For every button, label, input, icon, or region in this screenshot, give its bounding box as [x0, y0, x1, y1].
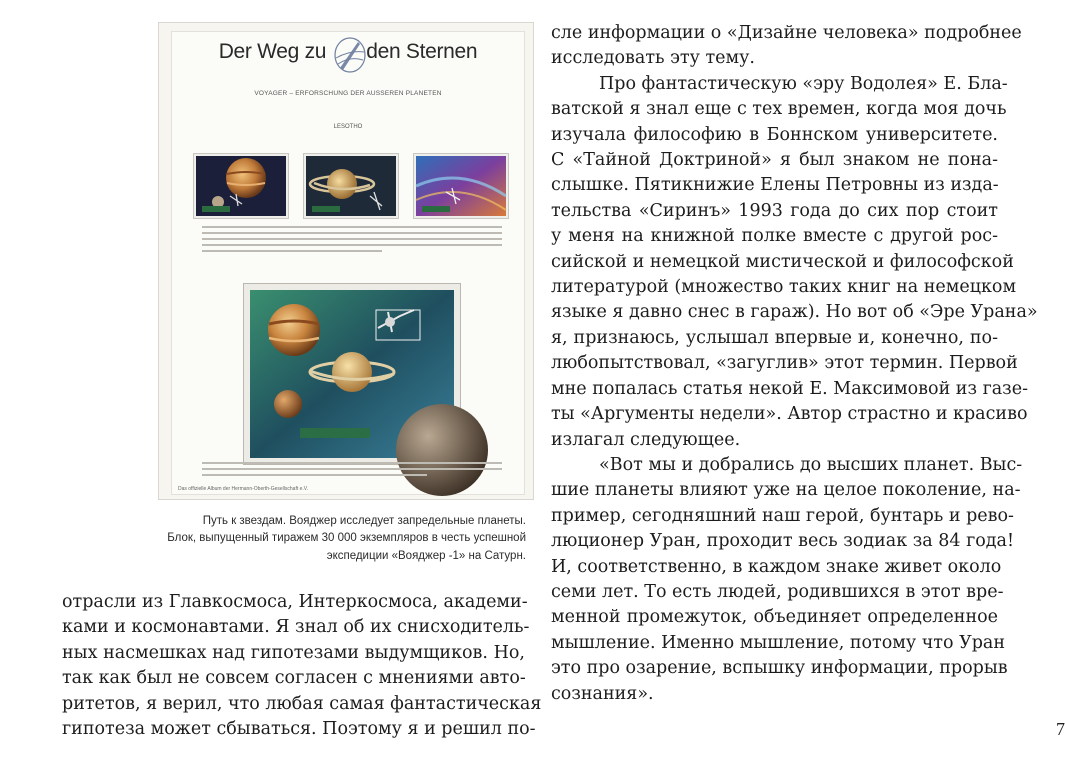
stamp-voyager-uranus [414, 154, 508, 218]
stamp-jupiter-art [196, 156, 286, 216]
text-line: тельства «Сиринъ» 1993 года до сих пор стоит [551, 200, 998, 221]
text-line: это про озарение, вспышку информации, прорыв [551, 658, 1008, 679]
text-line: ватской я знал еще с тех времен, когда моя дочь [551, 99, 1007, 120]
text-line: гипотеза может сбываться. Поэтому я и решил по- [62, 719, 536, 740]
album-page [171, 31, 525, 495]
text-line: мышление. Именно мышление, потому что Уран [551, 632, 1006, 653]
text-line: шие планеты влияют уже на целое поколение, на- [551, 480, 1021, 501]
stamp-jupiter [194, 154, 288, 218]
paragraph-start-line: «Вот мы и добрались до высших планет. Выс- [599, 454, 1023, 475]
album-footer: Das offizielle Album der Hermann-Oberth-Gesellschaft e.V. [178, 486, 309, 492]
page-number: 7 [1056, 719, 1065, 739]
text-line: сознания». [551, 683, 654, 704]
album-title-right: den Sternen [366, 40, 478, 63]
text-line: сийской и немецкой мистической и философской [551, 251, 1014, 272]
text-line: исследовать эту тему. [551, 48, 755, 69]
text-line: ты «Аргументы недели». Автор страстно и красиво [551, 404, 1028, 425]
caption-line: Блок, выпущенный тиражем 30 000 экземпляров в честь успешной [167, 532, 526, 545]
text-line: мне попалась статья некой Е. Максимовой из газе- [551, 378, 1028, 399]
text-line: люционер Уран, проходит весь зодиак за 84 года! [551, 531, 1015, 552]
figure-caption [100, 513, 526, 565]
rocket-logo-icon [330, 34, 370, 76]
text-line: так как был не совсем согласен с мнениями авто- [62, 668, 526, 689]
right-text-column [551, 21, 1038, 707]
album-fine-print-bottom [202, 458, 502, 484]
text-line: излагал следующее. [551, 429, 741, 450]
text-line: отрасли из Главкосмоса, Интеркосмоса, академи- [62, 592, 528, 612]
text-line: изучала философию в Боннском университете. [551, 124, 998, 145]
stamp-album-figure [158, 22, 534, 500]
caption-line: Путь к звездам. Вояджер исследует запредельные планеты. [202, 515, 526, 527]
text-line: С «Тайной Доктриной» я был знаком не пона- [551, 150, 998, 171]
caption-line: экспедиции «Вояджер -1» на Сатурн. [326, 549, 526, 562]
text-line: менной промежуток, объединяет определенное [551, 607, 998, 628]
stamp-voyager-art [416, 156, 506, 216]
text-line: языке я давно снес в гараж). Но вот об «Эре Урана» [551, 302, 1038, 323]
stamp-saturn [304, 154, 398, 218]
album-country: LESOTHO [333, 124, 363, 130]
text-line: ками и космонавтами. Я знал об их снисходитель- [62, 617, 530, 638]
text-line: ных насмешках над гипотезами выдумщиков. Но, [62, 642, 525, 663]
album-title-left: Der Weg zu [218, 40, 327, 63]
text-line: любопытствовал, «загуглив» этот термин. Первой [551, 353, 1018, 374]
text-line: я, признаюсь, услышал впервые и, конечно, по- [551, 327, 998, 348]
block-sheet-art [250, 290, 454, 458]
text-line: сле информации о «Дизайне человека» подробнее [551, 23, 1022, 43]
text-line: ритетов, я верил, что любая самая фантастическая [62, 693, 542, 714]
souvenir-block-sheet [244, 284, 460, 464]
text-line: слышке. Пятикнижие Елены Петровны из изда- [551, 175, 999, 196]
text-line: пример, сегодняшний наш герой, бунтарь и рево- [551, 505, 1014, 526]
paragraph-start-line: Про фантастическую «эру Водолея» Е. Бла- [599, 73, 1008, 94]
album-subtitle: VOYAGER – ERFORSCHUNG DER AUSSEREN PLANETEN [254, 90, 442, 97]
stamp-saturn-art [306, 156, 396, 216]
text-line: у меня на книжной полке вместе с другой рос- [551, 226, 998, 247]
album-fine-print-top [202, 222, 502, 262]
text-line: семи лет. То есть людей, родившихся в этот вре- [551, 581, 1004, 602]
text-line: литературой (множество таких книг на немецком [551, 277, 1017, 298]
text-line: И, соответственно, в каждом знаке живет около [551, 556, 1002, 577]
left-text-column [62, 590, 542, 742]
